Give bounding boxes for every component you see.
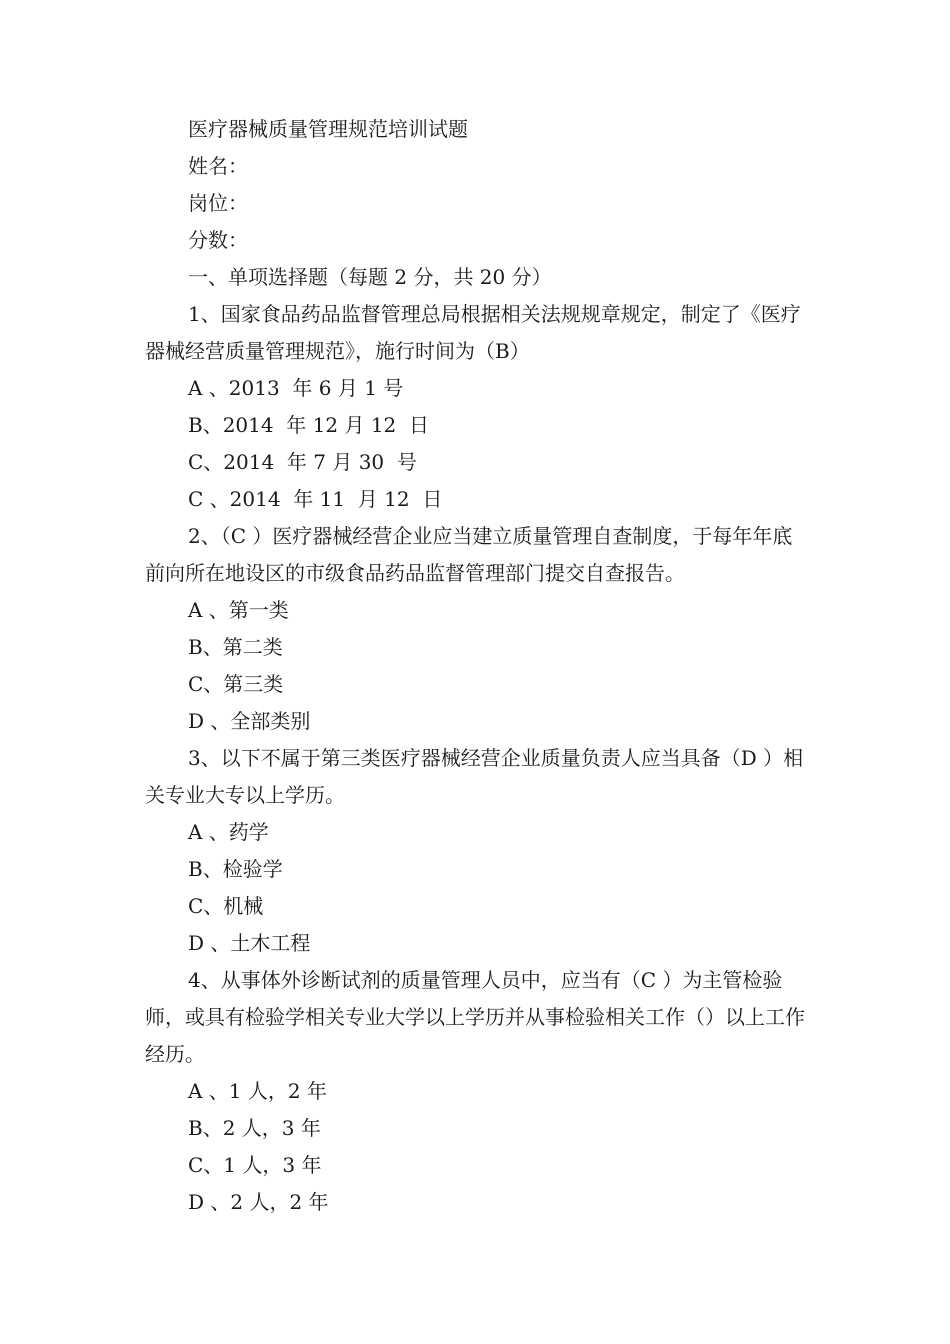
question-2-option-a: A 、第一类 [188,598,289,622]
question-1-option-b: B、2014 年 12 月 12 日 [188,413,429,437]
question-4-option-c: C、1 人，3 年 [188,1153,322,1177]
question-3-stem: 3、以下不属于第三类医疗器械经营企业质量负责人应当具备（D ）相关专业大专以上学历。 [145,746,804,807]
document-title: 医疗器械质量管理规范培训试题 [188,117,468,141]
question-3-option-d: D 、土木工程 [188,931,311,955]
question-1-option-c: C、2014 年 7 月 30 号 [188,450,417,474]
position-field-label: 岗位： [188,191,248,215]
name-field-label: 姓名： [188,154,248,178]
question-1-stem: 1、国家食品药品监督管理总局根据相关法规规章规定，制定了《医疗器械经营质量管理规范》，施行时间为（B） [145,302,801,363]
question-4-option-b: B、2 人，3 年 [188,1116,321,1140]
question-3-option-b: B、检验学 [188,857,283,881]
question-4-option-d: D 、2 人，2 年 [188,1190,329,1214]
question-2-option-b: B、第二类 [188,635,283,659]
document-content [145,111,810,1221]
question-4-stem: 4、从事体外诊断试剂的质量管理人员中，应当有（C ）为主管检验师，或具有检验学相关专业大学以上学历并从事检验相关工作（）以上工作经历。 [145,968,805,1066]
question-1-option-a: A 、2013 年 6 月 1 号 [188,376,404,400]
question-3-option-c: C、机械 [188,894,264,918]
question-2-stem: 2、（C ）医疗器械经营企业应当建立质量管理自查制度，于每年年底前向所在地设区的市级食品药品监督管理部门提交自查报告。 [145,524,793,585]
question-1-option-d: C 、2014 年 11 月 12 日 [188,487,443,511]
section-heading: 一、单项选择题（每题 2 分，共 20 分） [188,265,552,289]
question-2-option-d: D 、全部类别 [188,709,311,733]
question-4-option-a: A 、1 人，2 年 [188,1079,327,1103]
question-2-option-c: C、第三类 [188,672,284,696]
question-3-option-a: A 、药学 [188,820,269,844]
score-field-label: 分数： [188,228,248,252]
